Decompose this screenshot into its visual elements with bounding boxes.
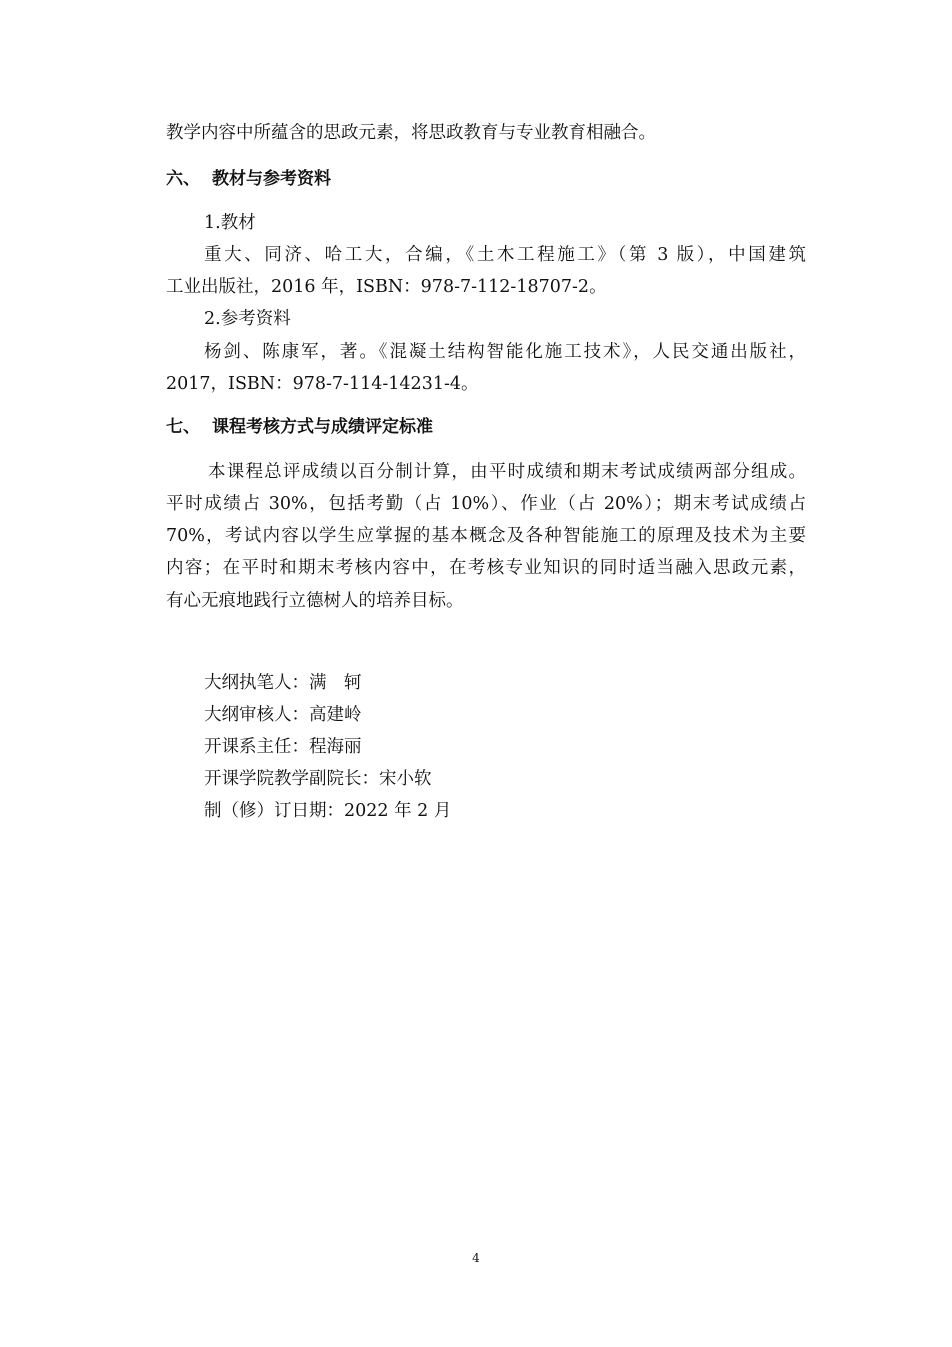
section-7-body-line: 平时成绩占 30%，包括考勤（占 10%）、作业（占 20%）；期末考试成绩占 — [166, 494, 806, 514]
section-7-body-line: 本课程总评成绩以百分制计算，由平时成绩和期末考试成绩两部分组成。 — [208, 462, 806, 482]
section-7-number: 七、 — [166, 417, 200, 437]
textbook-label: 1.教材 — [204, 213, 256, 233]
section-7-title: 课程考核方式与成绩评定标准 — [212, 417, 433, 437]
intro-line: 教学内容中所蕴含的思政元素，将思政教育与专业教育相融合。 — [166, 123, 656, 143]
reference-line-2: 2017，ISBN：978-7-114-14231-4。 — [166, 374, 479, 394]
section-6-title: 教材与参考资料 — [212, 169, 331, 189]
section-7-heading — [166, 416, 433, 438]
signature-author: 大纲执笔人：满 轲 — [204, 673, 362, 693]
reference-line-1: 杨剑、陈康军，著。《混凝土结构智能化施工技术》，人民交通出版社， — [204, 342, 806, 362]
textbook-line-2: 工业出版社，2016 年，ISBN：978-7-112-18707-2。 — [166, 277, 607, 297]
signature-department-head: 开课系主任：程海丽 — [204, 737, 362, 757]
section-7-body-line: 70%，考试内容以学生应掌握的基本概念及各种智能施工的原理及技术为主要 — [166, 526, 806, 546]
reference-label: 2.参考资料 — [204, 309, 291, 329]
signature-reviewer: 大纲审核人：高建岭 — [204, 705, 362, 725]
page-number: 4 — [472, 1251, 480, 1265]
signature-vice-dean: 开课学院教学副院长：宋小软 — [204, 769, 432, 789]
textbook-line-1: 重大、同济、哈工大，合编，《土木工程施工》（第 3 版），中国建筑 — [204, 245, 806, 265]
section-7-body-line: 内容；在平时和期末考核内容中，在考核专业知识的同时适当融入思政元素， — [166, 558, 806, 578]
revision-date: 制（修）订日期：2022 年 2 月 — [204, 801, 452, 821]
section-6-heading — [166, 168, 331, 190]
section-6-number: 六、 — [166, 169, 200, 189]
section-7-body-line: 有心无痕地践行立德树人的培养目标。 — [166, 591, 464, 611]
